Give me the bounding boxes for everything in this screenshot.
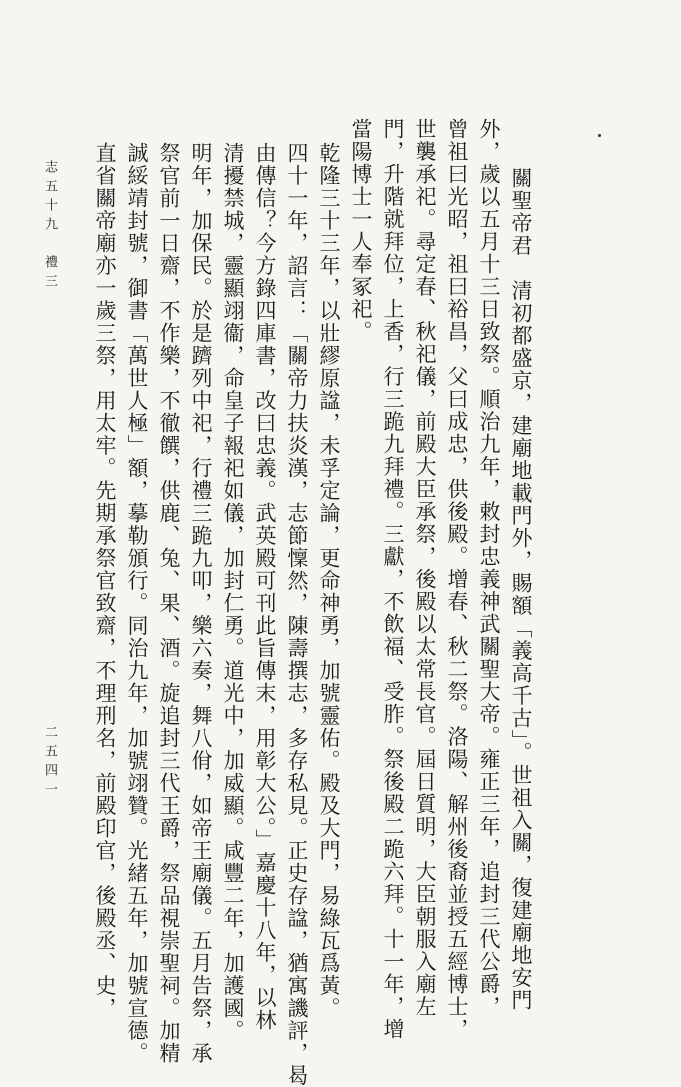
text-column-1: 關聖帝君 清初都盛京，建廟地載門外，賜額「義高千古」。世祖入關，復建廟地安門 (509, 167, 533, 1012)
ink-speck (598, 134, 601, 137)
text-column-10: 清擾禁城，靈顯翊衞，命皇子報祀如儀，加封仁勇。道光中，加威顯。咸豐二年，加護國。 (221, 142, 245, 1042)
text-column-14: 直省關帝廟亦一歲三祭，用太牢。先期承祭官致齋，不理刑名，前殿印官，後殿丞、史， (93, 142, 117, 1020)
margin-label-left: 志五十九 禮三 (42, 160, 57, 293)
text-column-11: 明年，加保民。於是躋列中祀，行禮三跪九叩，樂六奏，舞八佾，如帝王廟儀。五月告祭，承 (189, 142, 213, 1065)
text-column-4: 世襲承祀。尋定春、秋祀儀，前殿大臣承祭，後殿以太常長官。屆日質明，大臣朝服入廟左 (413, 118, 437, 1018)
page-number: 二五四一 (42, 725, 57, 801)
text-column-7: 乾隆三十三年，以壯繆原諡，未孚定論，更命神勇，加號靈佑。殿及大門，易綠瓦爲黃。 (317, 142, 341, 1020)
text-column-13: 誠綏靖封號，御書「萬世人極」額，摹勒頒行。同治九年，加號翊贊。光緒五年，加號宣德。 (125, 142, 149, 1065)
text-column-3: 曾祖曰光昭，祖曰裕昌，父曰成忠，供後殿。增春、秋二祭。洛陽、解州後裔並授五經博士， (445, 118, 469, 1041)
text-column-6: 當陽博士一人奉冢祀。 (349, 118, 373, 343)
text-column-8: 四十一年，詔言：「關帝力扶炎漢，志節懍然，陳壽撰志，多存私見。正史存諡，猶寓譏評，曷 (285, 142, 309, 1087)
text-column-9: 由傳信？今方錄四庫書，改曰忠義。武英殿可刊此旨傳末，用彰大公。」嘉慶十八年，以林 (253, 142, 277, 1032)
text-column-2: 外，歲以五月十三日致祭。順治九年，敕封忠義神武關聖大帝。雍正三年，追封三代公爵， (477, 118, 501, 1018)
text-column-5: 門，升階就拜位，上香，行三跪九拜禮。三獻，不飲福、受胙。祭後殿二跪六拜。十一年，增 (381, 118, 405, 1041)
text-column-12: 祭官前一日齋，不作樂，不徹饌，供鹿、兔、果、酒。旋追封三代王爵，祭品視崇聖祠。加精 (157, 142, 181, 1065)
